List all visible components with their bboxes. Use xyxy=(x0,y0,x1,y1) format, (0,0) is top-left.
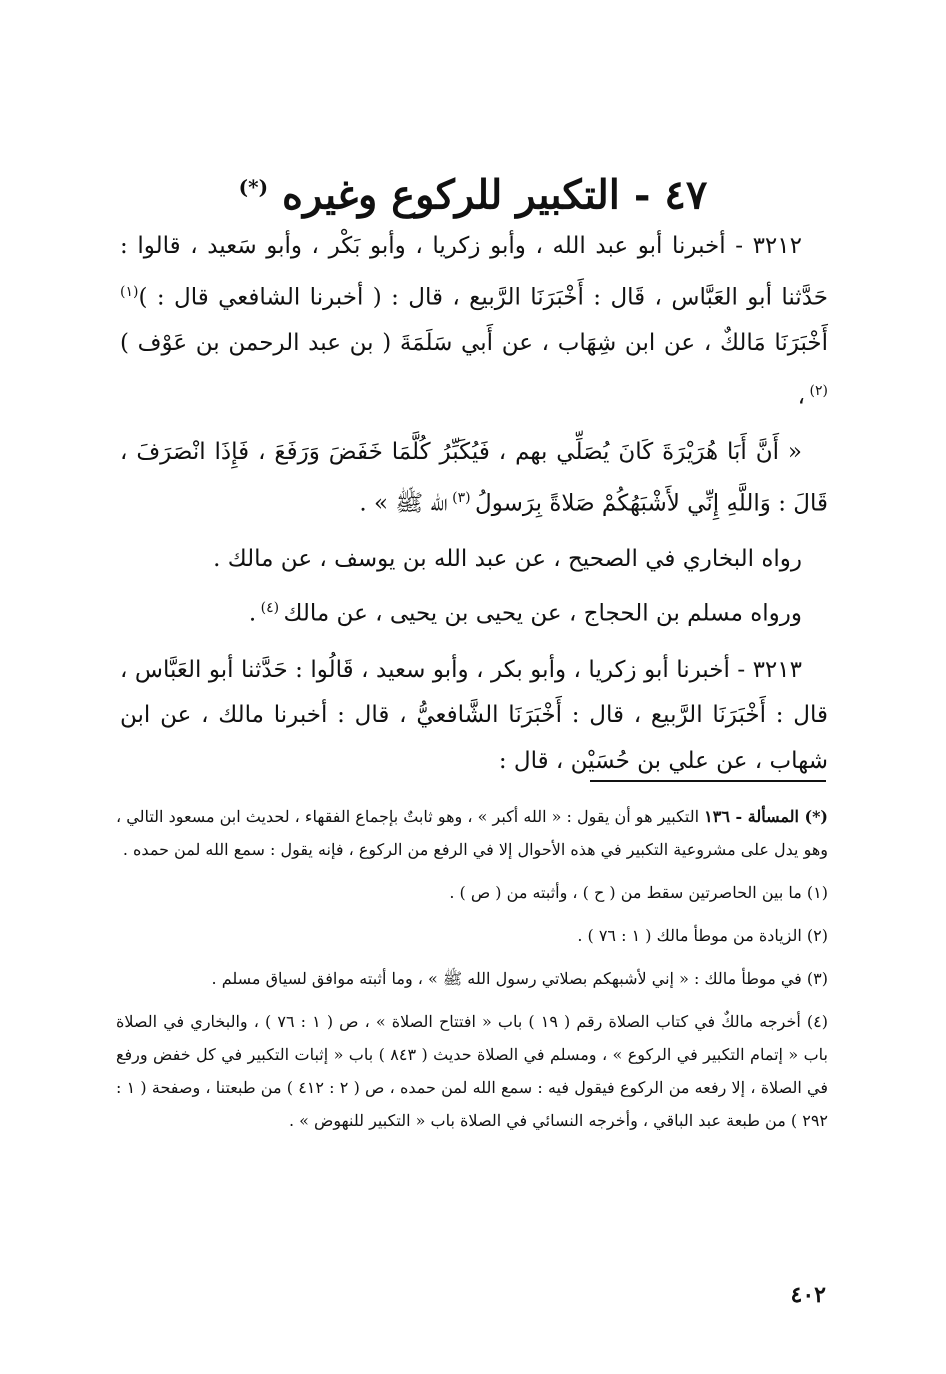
narration-muslim-end: . xyxy=(248,601,257,628)
footnote-ref-1: (١) xyxy=(120,283,139,300)
footnote-star-text: التكبير هو أن يقول : « الله أكبر » ، وهو ثابتٌ بإجماع الفقهاء ، لحديث ابن مسعود التالي ، وهو يدل على مشروعية التكبير في هذه الأحوال إلا في الرفع من الركوع ، فإنه يقول : سمع الله لمن حمده . xyxy=(116,807,828,859)
footnote-star xyxy=(116,800,828,866)
chapter-title xyxy=(110,152,836,230)
footnote-star-ref: (*) المسألة - ١٣٦ xyxy=(704,807,829,826)
hadith-3212-matn xyxy=(120,430,828,527)
footnote-ref-3: (٣) xyxy=(447,489,476,506)
hadith-3212-isnad-part2: أَخْبَرَنَا مَالكٌ ، عن ابن شِهَاب ، عن أَبي سَلَمَةَ ( بن عبد الرحمن بن عَوْف ) xyxy=(120,329,828,356)
page-number: ٤٠٢ xyxy=(790,1282,826,1308)
hadith-3212-matn-part1: « أَنَّ أَبَا هُرَيْرَةَ كَانَ يُصَلِّي بهم ، فَيُكَبِّرُ كُلَّمَا خَفَضَ وَرَفَعَ ، فَإِذَا انْصَرَفَ ، قَالَ : وَاللَّهِ إِنِّي لأَشْبَهُكُمْ صَلاةً بِرَسولُ xyxy=(120,439,828,517)
footnote-4: (٤) أخرجه مالكٌ في كتاب الصلاة رقم ( ١٩ ) باب « افتتاح الصلاة » ، ص ( ١ : ٧٦ ) ، والبخاري في الصلاة باب « إتمام التكبير في الركوع » ، ومسلم في الصلاة حديث ( ٨٤٣ ) باب « إثبات التكبير في كل خفض ورفع في الصلاة ، إلا رفعه من الركوع فيقول فيه : سمع الله لمن حمده ، ص ( ٢ : ٤١٢ ) من طبعتنا ، وصفحة ( ١ : ٢٩٢ ) من طبعة عبد الباقي ، وأخرجه النسائي في الصلاة باب « التكبير للنهوض » . xyxy=(116,1012,829,1130)
footnote-ref-4: (٤) xyxy=(256,600,284,617)
footnote-1: (١) ما بين الحاصرتين سقط من ( ح ) ، وأثبته من ( ص ) . xyxy=(449,883,828,902)
footnote-separator xyxy=(590,780,826,782)
main-text xyxy=(120,224,828,794)
footnote-2: (٢) الزيادة من موطأ مالك ( ١ : ٧٦ ) . xyxy=(577,926,828,945)
hadith-3212-matn-part2: الله ﷺ » . xyxy=(359,490,448,517)
narration-bukhari: رواه البخاري في الصحيح ، عن عبد الله بن يوسف ، عن مالك . xyxy=(213,545,802,572)
footnote-3: (٣) في موطأ مالك : « إني لأشبهكم بصلاتي رسول الله ﷺ » ، وما أثبته موافق لسياق مسلم . xyxy=(211,969,828,988)
hadith-3212-isnad xyxy=(120,224,828,420)
chapter-title-text: ٤٧ - التكبير للركوع وغيره xyxy=(281,171,708,219)
hadith-3212-isnad-end: ، xyxy=(797,383,806,410)
hadith-3212-isnad-part1: ٣٢١٢ - أخبرنا أبو عبد الله ، وأبو زكريا ، وأبو بَكْر ، وأبو سَعيد ، قالوا : حَدَّثنا أبو العَبَّاس ، قَال : أَخْبَرَنَا الرَّبيع ، قال : ( أخبرنا الشافعي قال : ) xyxy=(120,233,828,311)
chapter-footnote-mark: (*) xyxy=(238,175,269,199)
narration-muslim xyxy=(120,586,828,637)
narration-muslim-text: ورواه مسلم بن الحجاج ، عن يحيى بن يحيى ، عن مالك xyxy=(283,601,802,628)
footnote-ref-2: (٢) xyxy=(805,383,828,400)
footnotes xyxy=(116,800,828,1147)
hadith-3213: ٣٢١٣ - أخبرنا أبو زكريا ، وأبو بكر ، وأبو سعيد ، قَالُوا : حَدَّثنا أبو العَبَّاس ، قال : أَخْبَرَنَا الرَّبيع ، قال : أَخْبَرَنَا الشَّافعيُّ ، قال : أخبرنا مالك ، عن ابن شهاب ، عن علي بن حُسَيْن ، قال : xyxy=(120,656,828,774)
